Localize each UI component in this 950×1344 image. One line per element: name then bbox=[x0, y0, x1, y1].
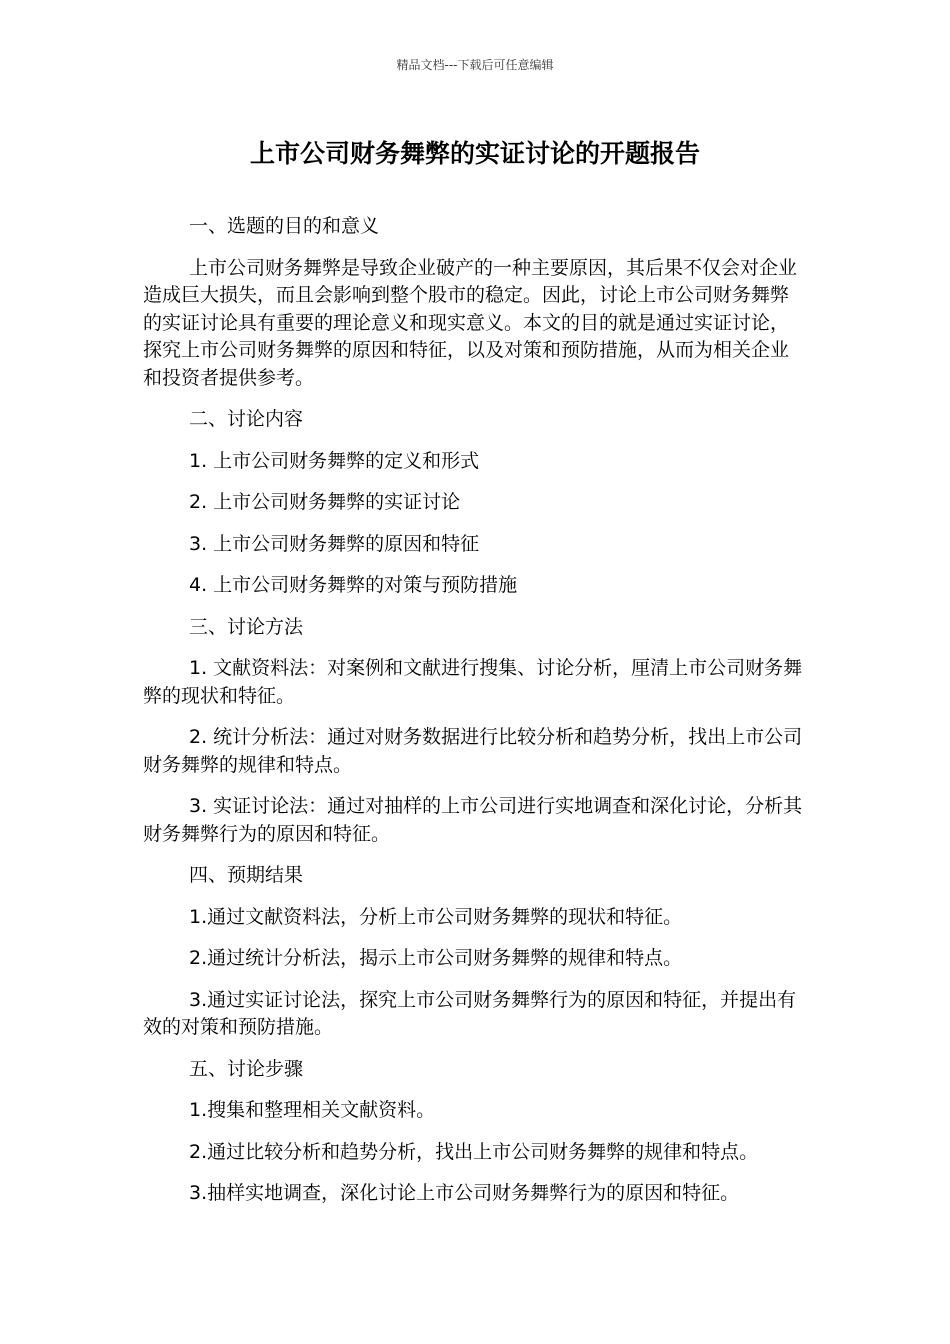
list-item: 2.通过比较分析和趋势分析，找出上市公司财务舞弊的规律和特点。 bbox=[189, 1140, 759, 1163]
list-item: 1. 文献资料法：对案例和文献进行搜集、讨论分析，厘清上市公司财务舞弊的现状和特征。 bbox=[143, 657, 803, 707]
section-heading-expected-results: 四、预期结果 bbox=[189, 864, 304, 886]
list-item: 3. 上市公司财务舞弊的原因和特征 bbox=[189, 532, 480, 555]
list-item: 1.通过文献资料法，分析上市公司财务舞弊的现状和特征。 bbox=[189, 905, 683, 928]
list-item: 1.搜集和整理相关文献资料。 bbox=[189, 1099, 436, 1121]
section-heading-methods: 三、讨论方法 bbox=[189, 615, 304, 638]
list-item: 2.通过统计分析法，揭示上市公司财务舞弊的规律和特点。 bbox=[189, 947, 683, 969]
body-paragraph-purpose: 上市公司财务舞弊是导致企业破产的一种主要原因，其后果不仅会对企业造成巨大损失，而且会影响到整个股市的稳定。因此，讨论上市公司财务舞弊的实证讨论具有重要的理论意义和现实意义。本文的目的就是通过实证讨论，探究上市公司财务舞弊的原因和特征，以及对策和预防措施，从而为相关企业和投资者提供参考。 bbox=[143, 256, 798, 389]
section-heading-purpose: 一、选题的目的和意义 bbox=[189, 215, 380, 237]
list-item: 2. 统计分析法：通过对财务数据进行比较分析和趋势分析，找出上市公司财务舞弊的规律和特点。 bbox=[143, 726, 803, 776]
list-item: 4. 上市公司财务舞弊的对策与预防措施 bbox=[189, 574, 518, 596]
page-header-watermark: 精品文档---下载后可任意编辑 bbox=[396, 58, 554, 72]
document-body bbox=[143, 213, 805, 1222]
list-item: 3. 实证讨论法：通过对抽样的上市公司进行实地调查和深化讨论，分析其财务舞弊行为的原因和特征。 bbox=[143, 795, 803, 845]
document-title: 上市公司财务舞弊的实证讨论的开题报告 bbox=[249, 139, 700, 168]
list-item: 1. 上市公司财务舞弊的定义和形式 bbox=[189, 449, 480, 472]
section-heading-content: 二、讨论内容 bbox=[189, 408, 304, 430]
list-item: 3.通过实证讨论法，探究上市公司财务舞弊行为的原因和特征，并提出有效的对策和预防措施。 bbox=[143, 988, 797, 1038]
list-item: 3.抽样实地调查，深化讨论上市公司财务舞弊行为的原因和特征。 bbox=[189, 1182, 740, 1204]
section-heading-steps: 五、讨论步骤 bbox=[189, 1057, 304, 1080]
list-item: 2. 上市公司财务舞弊的实证讨论 bbox=[189, 491, 461, 513]
